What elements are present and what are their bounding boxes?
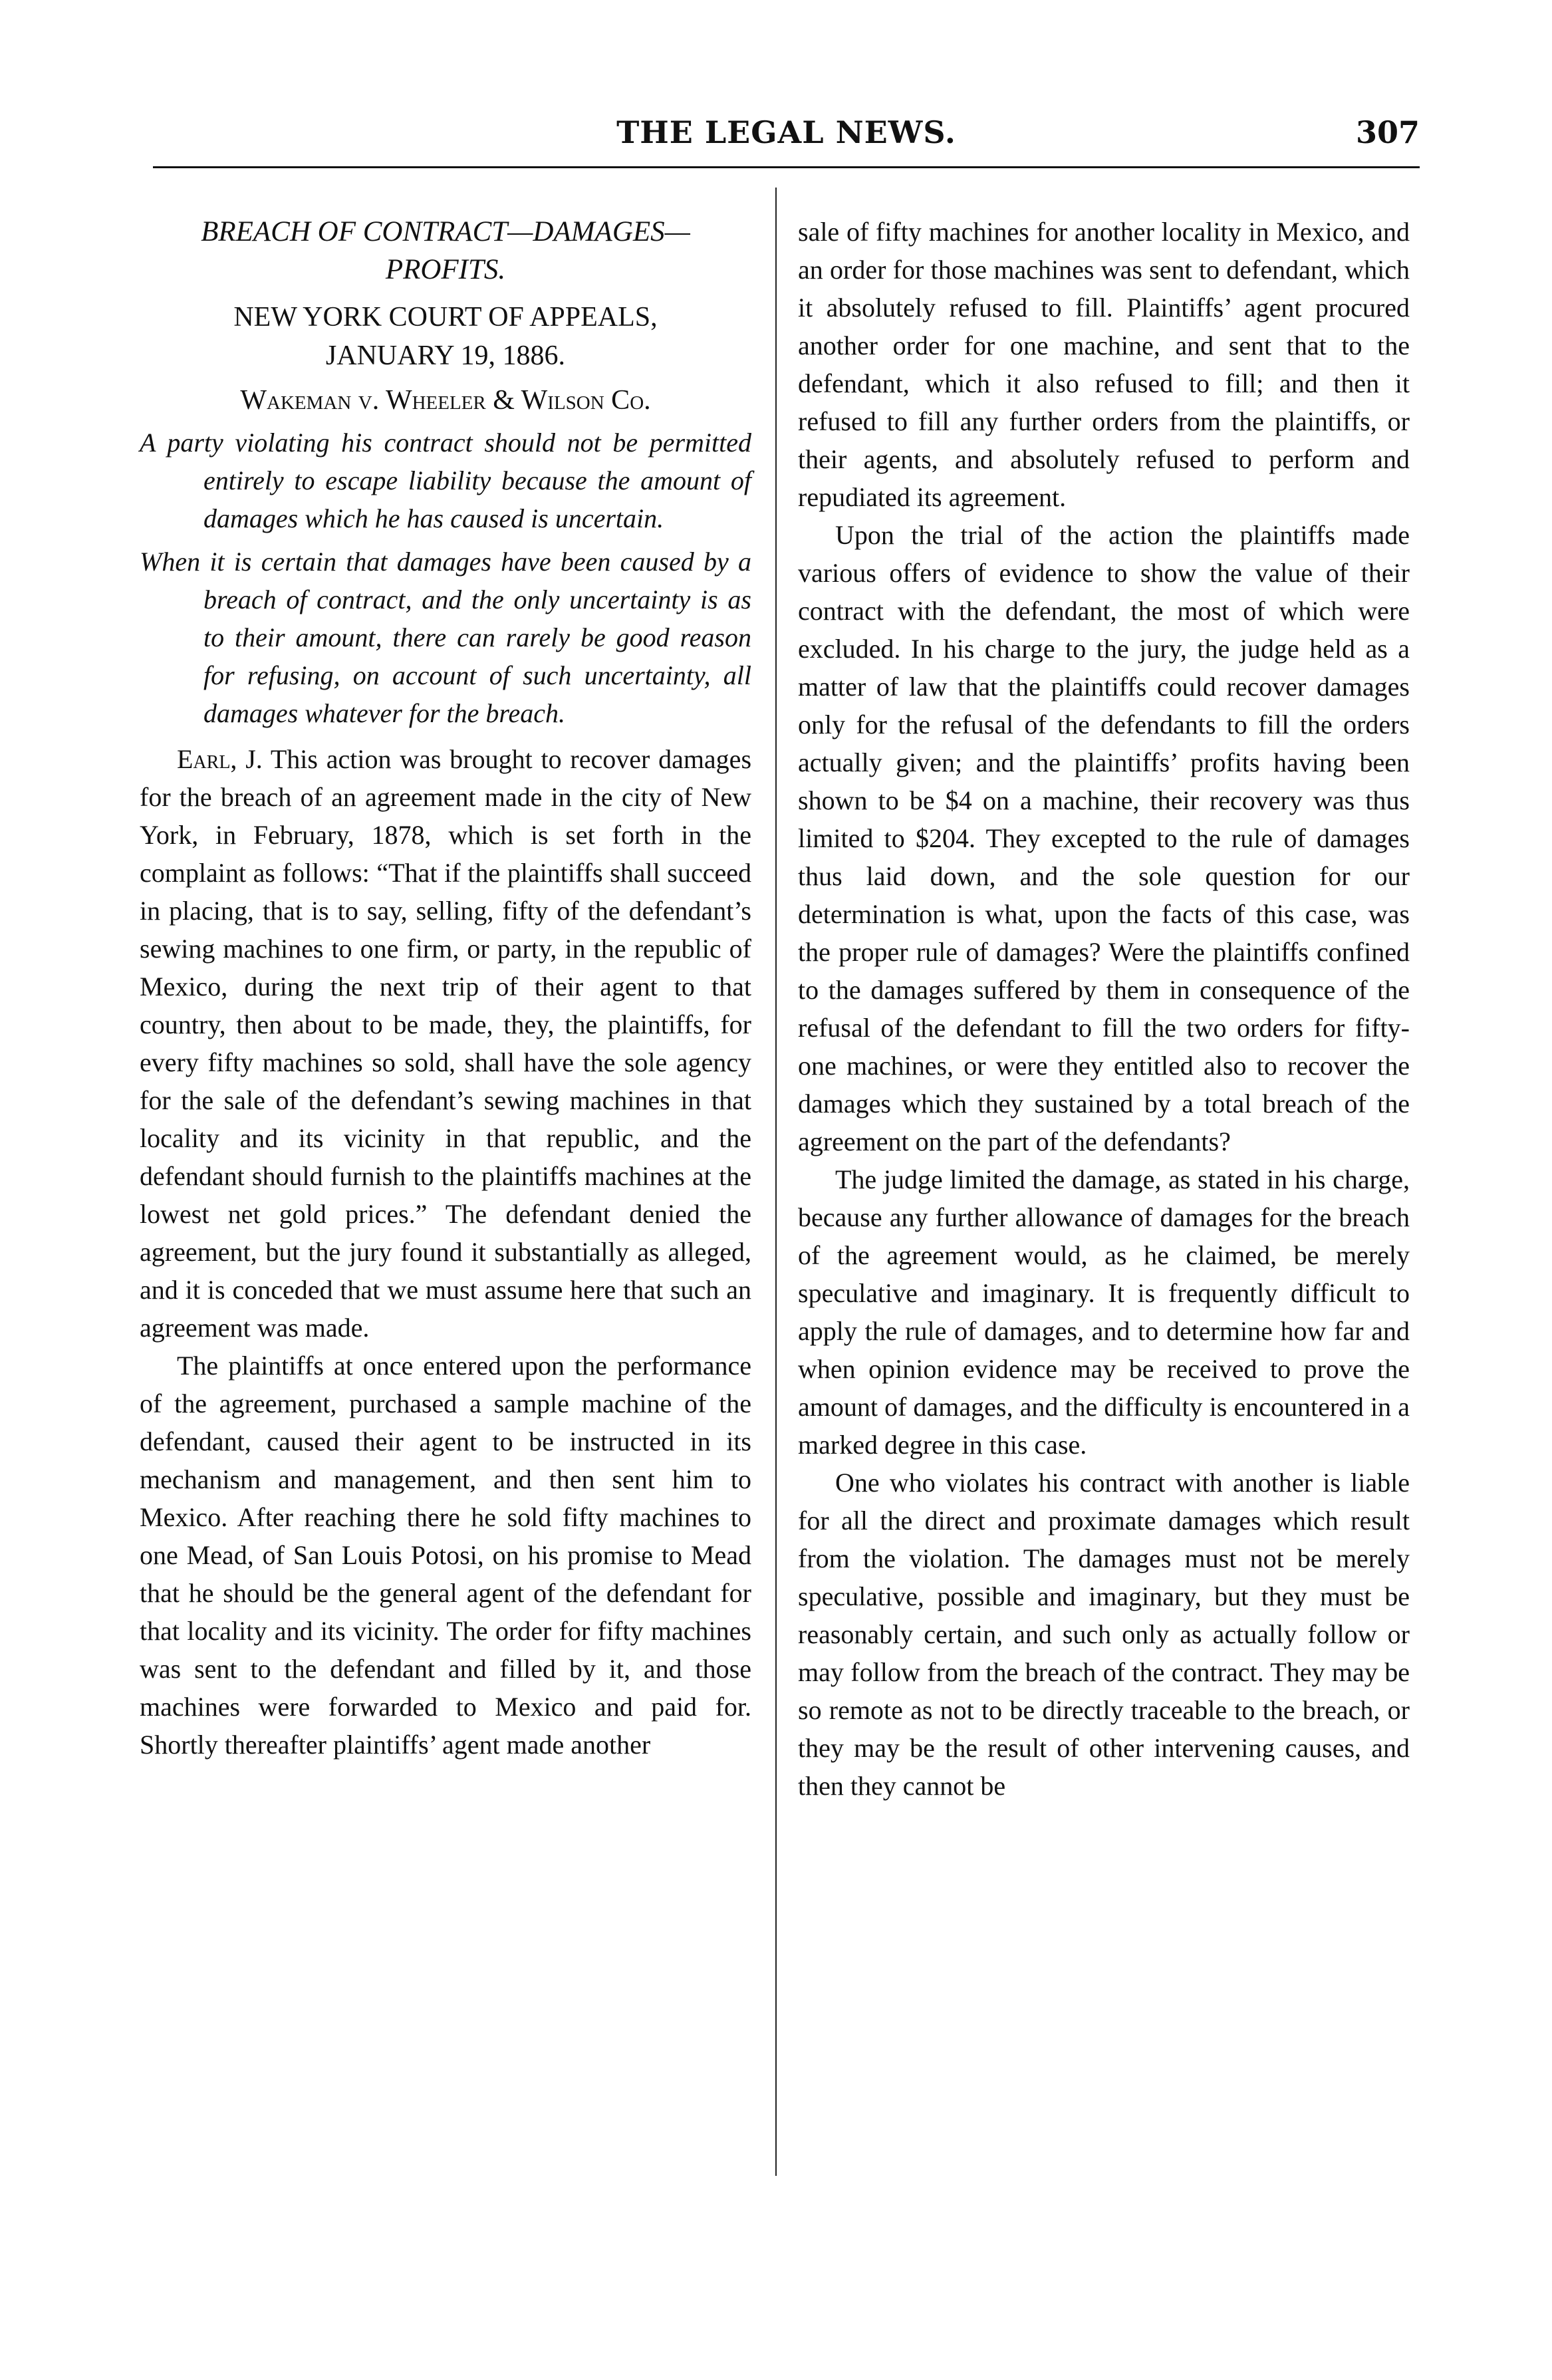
opinion-paragraph: The plaintiffs at once entered upon the performance of the agreement, purchased a sample machine of the defendant, caused their agent to be instructed in its mechanism and management, and then sent him to Mexico. After reaching there he sold fifty machines to one Mead, of San Louis Potosi, on his promise to Mead that he should be the general agent of the defendant for that locality and its vicinity. The order for fifty machines was sent to the defendant and filled by it, and those machines were forwarded to Mexico and paid for. Shortly thereafter plaintiffs’ agent made another <box>140 1351 751 1760</box>
running-head <box>153 114 1420 154</box>
column-divider <box>775 188 777 2176</box>
article-title-line-1: BREACH OF CONTRACT—DAMAGES— <box>201 216 690 247</box>
decision-date: JANUARY 19, 1886. <box>325 340 566 371</box>
header-rule <box>153 166 1420 168</box>
article-title-line-2: PROFITS. <box>385 254 506 285</box>
running-title: THE LEGAL NEWS. <box>616 114 956 150</box>
opinion-paragraph: sale of fifty machines for another locality in Mexico, and an order for those machines was sent to defendant, which it absolutely refused to fill. Plaintiffs’ agent procured another order for one machine, and sent that to the defendant, which it also refused to fill; and then it refused to fill any further orders from the plaintiffs, or their agents, and absolutely refused to perform and repudiated its agreement. <box>798 217 1410 512</box>
right-column <box>798 213 1410 1805</box>
opinion-paragraph: The judge limited the damage, as stated in his charge, because any further allowance of damages for the breach of the agreement would, as he claimed, be merely speculative and imaginary. It is frequently difficult to apply the rule of damages, and to determine how far and when opinion evidence may be received to prove the amount of damages, and the difficulty is encountered in a marked degree in this case. <box>798 1164 1410 1460</box>
syllabus-paragraph: A party violating his contract should not be permitted entirely to escape liability because the amount of damages which he has caused is uncertain. <box>140 428 751 533</box>
opinion-text: This action was brought to recover damages for the breach of an agreement made in the city of New York, in February, 1878, which is set forth in the complaint as follows: “That if the plaintiffs shall succeed in placing, that is to say, selling, fifty of the defendant’s sewing machines to one firm, or party, in the republic of Mexico, during the next trip of their agent to that country, then about to be made, they, the plaintiffs, for every fifty machines so sold, shall have the sole agency for the sale of the defendant’s sewing machines in that locality and its vicinity in that republic, and the defendant should furnish to the plaintiffs machines at the lowest net gold prices.” The defendant denied the agreement, but the jury found it substantially as alleged, and it is conceded that we must assume here that such an agreement was made. <box>140 744 752 1343</box>
case-caption: Wakeman v. Wheeler & Wilson Co. <box>240 385 651 416</box>
left-column <box>140 213 751 1764</box>
page-number: 307 <box>1355 114 1420 150</box>
judge-name: Earl, J. <box>177 744 263 774</box>
opinion-paragraph <box>140 740 751 1347</box>
opinion-paragraph: One who violates his contract with another is liable for all the direct and proximate damages which result from the violation. The damages must not be merely speculative, possible and imaginary, but they must be reasonably certain, and such only as actually follow or may follow from the breach of the contract. They may be so remote as not to be directly traceable to the breach, or they may be the result of other intervening causes, and then they cannot be <box>798 1468 1410 1801</box>
syllabus-paragraph: When it is certain that damages have been caused by a breach of contract, and the only uncertainty is as to their amount, there can rarely be good reason for refusing, on account of such uncertainty, all damages whatever for the breach. <box>140 547 751 728</box>
court-name: NEW YORK COURT OF APPEALS, <box>233 302 658 332</box>
opinion-paragraph: Upon the trial of the action the plaintiffs made various offers of evidence to show the value of their contract with the defendant, the most of which were excluded. In his charge to the jury, the judge held as a matter of law that the plaintiffs could recover damages only for the refusal of the defendants to fill the orders actually given; and the plaintiffs’ profits having been shown to be $4 on a machine, their recovery was thus limited to $204. They excepted to the rule of damages thus laid down, and the sole question for our determination is what, upon the facts of this case, was the proper rule of damages? Were the plaintiffs confined to the damages suffered by them in consequence of the refusal of the defendant to fill the two orders for fifty-one machines, or were they entitled also to recover the damages which they sustained by a total breach of the agreement on the part of the defendants? <box>798 520 1410 1156</box>
